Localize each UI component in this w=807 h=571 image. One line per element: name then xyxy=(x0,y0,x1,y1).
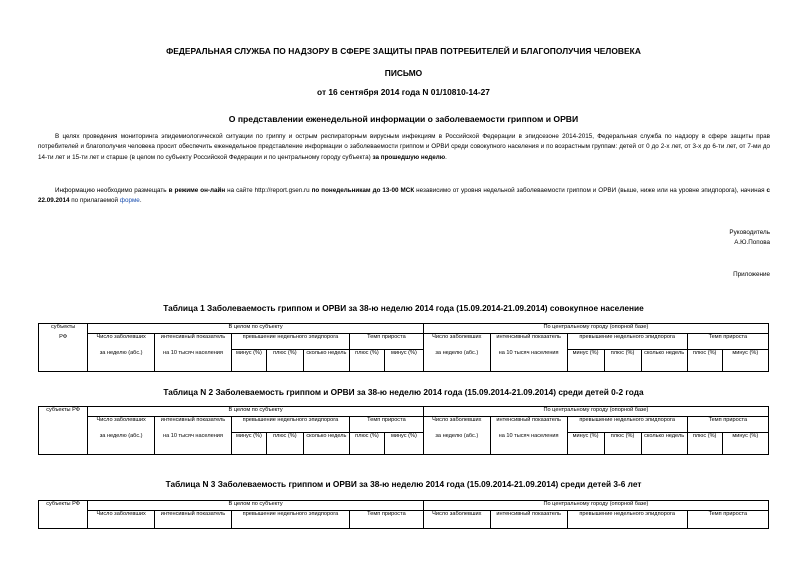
header-growth: Темп прироста xyxy=(687,511,768,529)
header-empty xyxy=(39,417,88,433)
header-intensive: интенсивный показатель xyxy=(154,334,231,350)
header-excess: превышение недельного эпидпорога xyxy=(231,417,349,433)
header-excess: превышение недельного эпидпорога xyxy=(567,417,687,433)
p2-text-a: Информацию необходимо размещать xyxy=(55,187,169,194)
p2-text-site: на сайте http://report.gsen.ru xyxy=(225,187,312,194)
header-empty xyxy=(39,511,88,529)
header-subjects xyxy=(39,324,88,334)
p2-bold-deadline: по понедельникам до 13-00 МСК xyxy=(311,187,415,194)
header-minus: минус (%) xyxy=(231,350,266,372)
header-excess: превышение недельного эпидпорога xyxy=(231,511,349,529)
p2-bold-start-date: с 22.09.2014 xyxy=(38,187,771,205)
table-1-caption: Таблица 1 Заболеваемость гриппом и ОРВИ за 38-ю неделю 2014 года (15.09.2014-21.09.2014) совокупное население xyxy=(163,303,644,313)
header-growth: Темп прироста xyxy=(350,334,424,350)
header-plus: плюс (%) xyxy=(266,433,303,455)
header-central-city: По центральному городу (опорной базе) xyxy=(423,501,768,511)
header-growth: Темп прироста xyxy=(687,417,768,433)
header-num-cases: Число заболевших xyxy=(423,334,490,350)
header-whole-subject: В целом по субъекту xyxy=(88,407,424,417)
header-intensive: интенсивный показатель xyxy=(490,334,567,350)
header-num-cases: Число заболевших xyxy=(423,511,490,529)
header-num-cases: Число заболевших xyxy=(423,417,490,433)
header-intensive: интенсивный показатель xyxy=(490,417,567,433)
agency-title: ФЕДЕРАЛЬНАЯ СЛУЖБА ПО НАДЗОРУ В СФЕРЕ ЗАЩИТЫ ПРАВ ПОТРЕБИТЕЛЕЙ И БЛАГОПОЛУЧИЯ ЧЕЛОВЕКА xyxy=(166,46,641,56)
paragraph-2 xyxy=(38,186,770,207)
signature-name: А.Ю.Попова xyxy=(734,239,770,246)
header-weeks: сколько недель xyxy=(303,350,349,372)
header-growth: Темп прироста xyxy=(687,334,768,350)
table-2-caption: Таблица N 2 Заболеваемость гриппом и ОРВИ за 38-ю неделю 2014 года (15.09.2014-21.09.2014) среди детей 0-2 года xyxy=(163,387,644,397)
header-plus: плюс (%) xyxy=(350,433,385,455)
document-type: ПИСЬМО xyxy=(384,68,423,78)
p2-text-end: . xyxy=(139,197,142,205)
table-1 xyxy=(38,323,769,372)
header-num-cases: Число заболевших xyxy=(88,334,155,350)
header-per-10k: на 10 тысяч населения xyxy=(490,350,567,372)
paragraph-1 xyxy=(38,132,770,163)
header-central-city: По центральному городу (опорной базе) xyxy=(423,324,768,334)
header-weeks: сколько недель xyxy=(303,433,349,455)
paragraph-1-end: . xyxy=(445,153,447,161)
header-per-week: за неделю (абс.) xyxy=(423,433,490,455)
table-2 xyxy=(38,406,769,455)
header-whole-subject: В целом по субъекту xyxy=(88,501,424,511)
header-minus: минус (%) xyxy=(384,350,423,372)
p2-text-g: по прилагаемой xyxy=(69,197,120,205)
header-per-10k: на 10 тысяч населения xyxy=(154,433,231,455)
header-num-cases: Число заболевших xyxy=(88,417,155,433)
header-plus: плюс (%) xyxy=(604,350,641,372)
header-intensive: интенсивный показатель xyxy=(490,511,567,529)
header-whole-subject: В целом по субъекту xyxy=(88,324,424,334)
header-plus: плюс (%) xyxy=(687,350,722,372)
header-excess: превышение недельного эпидпорога xyxy=(567,511,687,529)
header-subjects-rf: РФ xyxy=(39,334,88,350)
header-growth: Темп прироста xyxy=(350,511,424,529)
appendix-label: Приложение xyxy=(733,271,770,278)
header-intensive: интенсивный показатель xyxy=(154,417,231,433)
document-date-number: от 16 сентября 2014 года N 01/10810-14-27 xyxy=(317,87,490,97)
document-subject: О представлении еженедельной информации о заболеваемости гриппом и ОРВИ xyxy=(228,114,579,124)
signature-role: Руководитель xyxy=(729,229,770,236)
header-per-week: за неделю (абс.) xyxy=(88,433,155,455)
table-3-caption: Таблица N 3 Заболеваемость гриппом и ОРВИ за 38-ю неделю 2014 года (15.09.2014-21.09.2014) среди детей 3-6 лет xyxy=(165,479,642,489)
table-3 xyxy=(38,500,769,529)
header-plus: плюс (%) xyxy=(350,350,385,372)
header-empty xyxy=(39,433,88,455)
header-minus: минус (%) xyxy=(384,433,423,455)
p2-text-e: независимо от уровня недельной заболеваемости гриппом и ОРВИ (выше, ниже или на уровне эпидпорога), начиная xyxy=(414,187,767,194)
paragraph-1-bold: за прошедшую неделю xyxy=(372,153,446,161)
header-empty xyxy=(39,350,88,372)
header-plus: плюс (%) xyxy=(604,433,641,455)
header-subjects-rf: субъекты РФ xyxy=(39,407,88,417)
header-excess: превышение недельного эпидпорога xyxy=(231,334,349,350)
header-minus: минус (%) xyxy=(722,350,768,372)
header-subjects-rf: субъекты РФ xyxy=(39,501,88,511)
header-per-10k: на 10 тысяч населения xyxy=(490,433,567,455)
header-intensive: интенсивный показатель xyxy=(154,511,231,529)
header-per-week: за неделю (абс.) xyxy=(88,350,155,372)
header-growth: Темп прироста xyxy=(350,417,424,433)
header-minus: минус (%) xyxy=(567,433,604,455)
header-weeks: сколько недель xyxy=(641,433,687,455)
header-plus: плюс (%) xyxy=(687,433,722,455)
header-plus: плюс (%) xyxy=(266,350,303,372)
signature-block xyxy=(729,228,770,248)
header-central-city: По центральному городу (опорной базе) xyxy=(423,407,768,417)
header-num-cases: Число заболевших xyxy=(88,511,155,529)
header-weeks: сколько недель xyxy=(641,350,687,372)
form-link[interactable]: форме xyxy=(119,197,140,205)
header-minus: минус (%) xyxy=(231,433,266,455)
p2-bold-online: в режиме он-лайн xyxy=(168,187,226,194)
header-per-week: за неделю (абс.) xyxy=(423,350,490,372)
header-excess: превышение недельного эпидпорога xyxy=(567,334,687,350)
paragraph-1-text: В целях проведения мониторинга эпидемиологической ситуации по гриппу и острым респираторным вирусным инфекциям в Российской Федерации в эпидсезоне 2014-2015, Федеральная служба по надзору в сфере защиты прав потребителей и благополучия человека просит обеспечить еженедельное представление информации о заболеваемости гриппом и ОРВИ среди совокупного населения и по возрастным группам: детей от 0 до 2-х лет, от 3-х до 6-ти лет, от 7-ми до 14-ти лет и 15-ти лет и старше (в целом по субъекту Российской Федерации и по центральному городу субъекта) xyxy=(38,133,770,161)
header-per-10k: на 10 тысяч населения xyxy=(154,350,231,372)
header-minus: минус (%) xyxy=(722,433,768,455)
header-subjects-label: субъекты xyxy=(50,324,76,330)
header-minus: минус (%) xyxy=(567,350,604,372)
